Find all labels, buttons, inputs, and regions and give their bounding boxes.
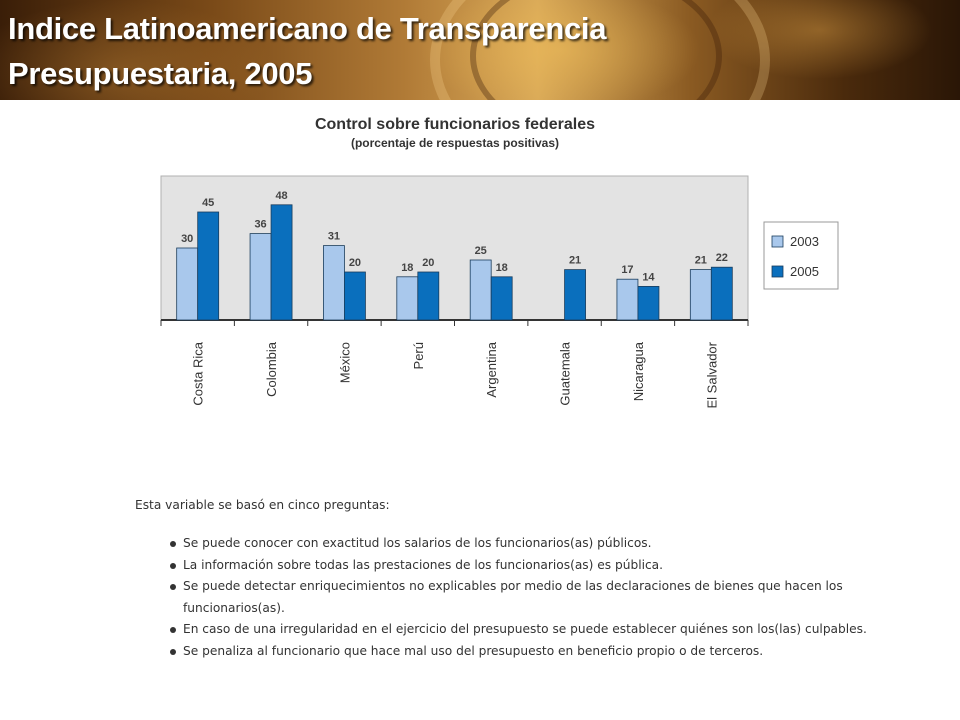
plot-area	[161, 176, 748, 320]
bar-2005	[491, 277, 512, 320]
bar-2003	[690, 270, 711, 320]
data-label: 21	[694, 254, 707, 267]
data-label: 18	[495, 261, 508, 274]
data-label: 18	[401, 261, 414, 274]
notes-item	[170, 555, 875, 577]
data-label: 17	[621, 264, 634, 277]
data-label: 20	[422, 257, 435, 269]
page-title-line-1: Indice Latinoamericano de Transparencia	[8, 11, 607, 46]
legend-swatch	[772, 236, 783, 247]
bar-2003	[250, 234, 271, 320]
notes-item	[170, 576, 875, 619]
notes-item-text: La información sobre todas las prestaciones de los funcionarios(as) es pública.	[183, 557, 664, 572]
category-label: El Salvador	[704, 342, 720, 409]
data-label: 36	[254, 218, 267, 231]
notes-item-text: Se puede detectar enriquecimientos no explicables por medio de las declaraciones de bienes que hacen los funcionarios(as).	[183, 579, 843, 615]
notes-item-text: Se puede conocer con exactitud los salarios de los funcionarios(as) públicos.	[183, 536, 652, 550]
page-title-line-2: Presupuestaria, 2005	[8, 56, 313, 91]
bar-2005	[344, 272, 365, 320]
data-label: 21	[568, 254, 582, 267]
bar-2005	[418, 272, 439, 320]
bar-2005	[711, 267, 732, 320]
notes-intro: Esta variable se basó en cinco preguntas:	[135, 498, 390, 512]
data-label: 25	[474, 245, 487, 257]
data-label: 30	[181, 233, 194, 245]
legend-label: 2003	[790, 234, 819, 249]
category-label: México	[337, 342, 353, 384]
bar-2003	[177, 248, 198, 320]
bullet-icon	[170, 584, 176, 590]
notes-item	[170, 533, 875, 555]
category-label: Guatemala	[557, 342, 573, 406]
notes-section	[135, 498, 875, 662]
page-title	[8, 6, 606, 96]
bar-2003	[323, 246, 344, 320]
bullet-icon	[170, 649, 176, 655]
category-label: Argentina	[484, 342, 500, 398]
bar-2005	[198, 212, 219, 320]
category-label: Perú	[410, 342, 426, 370]
legend-swatch	[772, 266, 783, 277]
bullet-icon	[170, 627, 176, 633]
data-label: 48	[275, 189, 288, 202]
data-label: 14	[642, 271, 655, 284]
notes-item	[170, 641, 875, 663]
data-label: 20	[348, 257, 362, 269]
bar-2005	[565, 270, 586, 320]
notes-item-text: Se penaliza al funcionario que hace mal uso del presupuesto en beneficio propio o de terceros.	[183, 643, 764, 658]
notes-list	[135, 533, 875, 662]
legend-label: 2005	[790, 264, 819, 279]
data-label: 22	[715, 252, 728, 265]
data-label: 45	[202, 197, 215, 209]
bullet-icon	[170, 541, 176, 547]
bar-2003	[397, 277, 418, 320]
bar-2005	[271, 205, 292, 320]
bar-2003	[470, 260, 491, 320]
chart-title: Control sobre funcionarios federales	[314, 116, 596, 133]
bar-2003	[617, 279, 638, 320]
notes-item	[170, 619, 875, 641]
data-label: 31	[327, 230, 341, 243]
notes-item-text: En caso de una irregularidad en el ejercicio del presupuesto se puede establecer quiénes son los(las) culpables.	[183, 622, 867, 636]
chart-subtitle: (porcentaje de respuestas positivas)	[350, 136, 560, 150]
bar-2005	[638, 286, 659, 320]
bullet-icon	[170, 563, 176, 569]
category-label: Nicaragua	[630, 342, 646, 402]
category-label: Costa Rica	[190, 342, 206, 406]
category-label: Colombia	[264, 342, 280, 397]
